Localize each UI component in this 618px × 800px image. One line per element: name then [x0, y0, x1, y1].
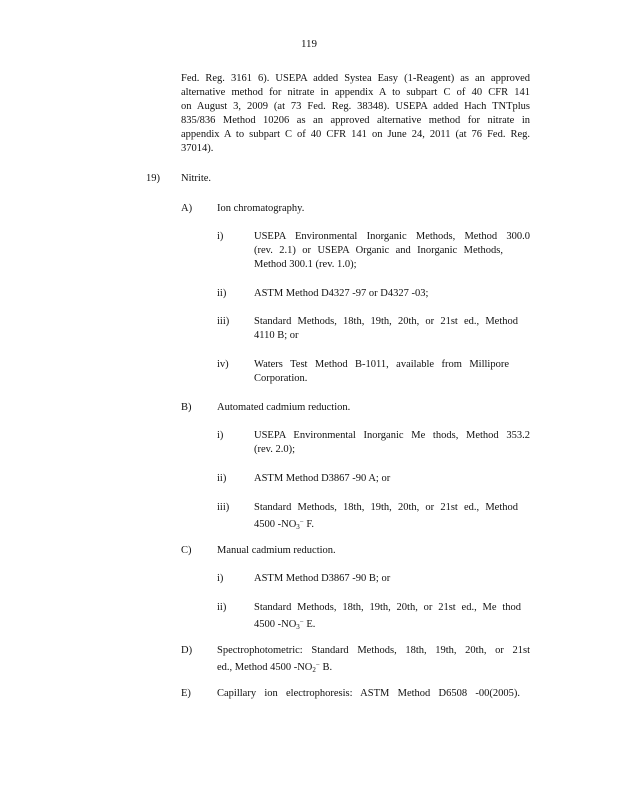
intro-line: on August 3, 2009 (at 73 Fed. Reg. 38348). USEPA added Hach TNTplus	[181, 101, 530, 112]
item-number: ii)	[217, 288, 227, 299]
intro-line: alternative method for nitrate in appendix A to subpart C of 40 CFR 141	[181, 87, 530, 98]
section-number: 19)	[146, 173, 160, 184]
item-number: iii)	[217, 502, 230, 513]
formula-text: ed., Method 4500 -NO	[217, 662, 313, 673]
item-line: Corporation.	[254, 373, 308, 384]
formula-subscript: 3	[296, 623, 300, 631]
formula-text: 4500 -NO	[254, 619, 297, 630]
item-line: Standard Methods, 18th, 19th, 20th, or 21st ed., Method	[254, 502, 518, 513]
intro-line: 37014).	[181, 143, 214, 154]
formula-subscript: 3	[296, 523, 300, 531]
formula-text: 4500 -NO	[254, 519, 297, 530]
item-number: i)	[217, 573, 224, 584]
item-line: ASTM Method D4327 -97 or D4327 -03;	[254, 288, 429, 299]
item-line: Standard Methods, 18th, 19th, 20th, or 21st ed., Method	[254, 316, 518, 327]
section-title: Nitrite.	[181, 173, 212, 184]
item-number: iii)	[217, 316, 230, 327]
subsection-label: B)	[181, 402, 192, 413]
item-number: iv)	[217, 359, 229, 370]
formula-text: F.	[303, 519, 314, 530]
item-line: USEPA Environmental Inorganic Methods, Method 300.0	[254, 231, 530, 242]
subsection-text	[217, 658, 332, 677]
item-line	[254, 615, 315, 634]
page-number: 119	[300, 38, 318, 50]
formula-text: E.	[303, 619, 316, 630]
subsection-label: C)	[181, 545, 192, 556]
item-line: ASTM Method D3867 -90 A; or	[254, 473, 391, 484]
item-number: i)	[217, 430, 224, 441]
formula-superscript: −	[299, 518, 304, 526]
item-line: Method 300.1 (rev. 1.0);	[254, 259, 357, 270]
intro-line: 835/836 Method 10206 as an approved alternative method for nitrate in	[181, 115, 530, 126]
item-line: ASTM Method D3867 -90 B; or	[254, 573, 391, 584]
subsection-text: Spectrophotometric: Standard Methods, 18th, 19th, 20th, or 21st	[217, 645, 530, 656]
item-line: Standard Methods, 18th, 19th, 20th, or 21st ed., Me thod	[254, 602, 521, 613]
subsection-text: Capillary ion electrophoresis: ASTM Method D6508 -00(2005).	[217, 688, 520, 699]
subsection-title: Ion chromatography.	[217, 203, 305, 214]
item-line	[254, 515, 314, 534]
item-number: ii)	[217, 602, 227, 613]
formula-text: B.	[319, 662, 333, 673]
formula-superscript: −	[299, 618, 304, 626]
intro-line: Fed. Reg. 3161 6). USEPA added Systea Easy (1-Reagent) as an approved	[181, 73, 530, 84]
item-line: 4110 B; or	[254, 330, 299, 341]
subsection-title: Manual cadmium reduction.	[217, 545, 336, 556]
subsection-label: E)	[181, 688, 191, 699]
item-line: (rev. 2.1) or USEPA Organic and Inorganic Methods,	[254, 245, 503, 256]
intro-line: appendix A to subpart C of 40 CFR 141 on June 24, 2011 (at 76 Fed. Reg.	[181, 129, 530, 140]
formula-superscript: −	[315, 661, 320, 669]
subsection-label: D)	[181, 645, 193, 656]
item-line: USEPA Environmental Inorganic Me thods, Method 353.2	[254, 430, 530, 441]
subsection-label: A)	[181, 203, 193, 214]
item-line: Waters Test Method B-1011, available from Millipore	[254, 359, 509, 370]
item-line: (rev. 2.0);	[254, 444, 296, 455]
formula-subscript: 2	[312, 666, 316, 674]
item-number: ii)	[217, 473, 227, 484]
subsection-title: Automated cadmium reduction.	[217, 402, 351, 413]
item-number: i)	[217, 231, 224, 242]
